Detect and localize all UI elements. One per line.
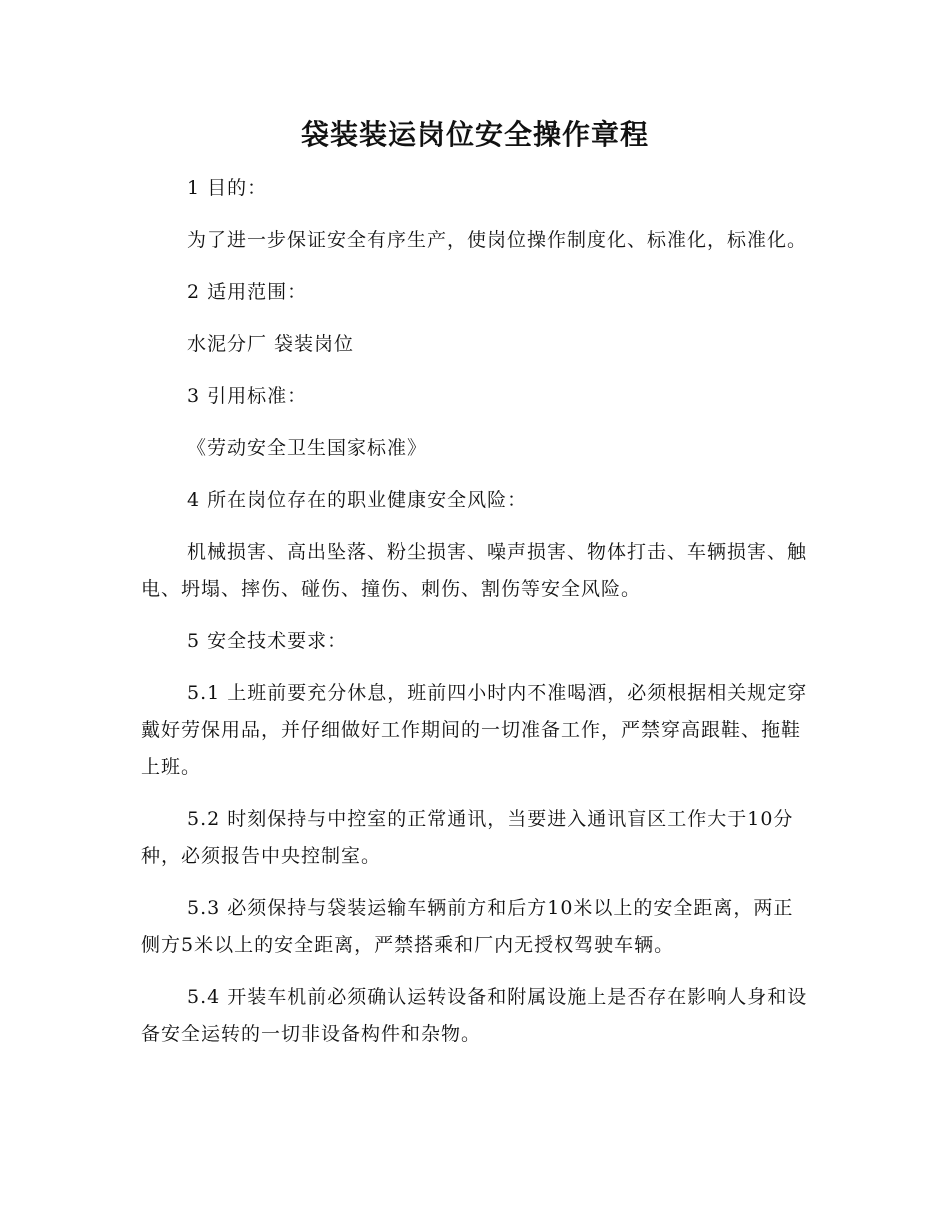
document-body bbox=[141, 170, 811, 1068]
section-3-heading: 3 引用标准： bbox=[187, 385, 308, 407]
section-2-text: 水泥分厂 袋装岗位 bbox=[187, 333, 355, 355]
section-1-heading: 1 目的： bbox=[187, 177, 268, 199]
section-2-heading: 2 适用范围： bbox=[187, 281, 308, 303]
section-5-4-text: 5.4 开装车机前必须确认运转设备和附属设施上是否存在影响人身和设备安全运转的一切非设备构件和杂物。 bbox=[141, 986, 808, 1045]
section-5-heading: 5 安全技术要求： bbox=[187, 630, 348, 652]
section-5-2-text: 5.2 时刻保持与中控室的正常通讯，当要进入通讯盲区工作大于10分种，必须报告中央控制室。 bbox=[141, 808, 794, 867]
section-1-text: 为了进一步保证安全有序生产，使岗位操作制度化、标准化，标准化。 bbox=[187, 229, 808, 251]
document-title: 袋装装运岗位安全操作章程 bbox=[300, 118, 649, 151]
section-5-1-text: 5.1 上班前要充分休息，班前四小时内不准喝酒，必须根据相关规定穿戴好劳保用品，并仔细做好工作期间的一切准备工作，严禁穿高跟鞋、拖鞋上班。 bbox=[141, 682, 808, 778]
section-4-heading: 4 所在岗位存在的职业健康安全风险： bbox=[187, 489, 528, 511]
section-4-text: 机械损害、高出坠落、粉尘损害、噪声损害、物体打击、车辆损害、触电、坍塌、摔伤、碰伤、撞伤、刺伤、割伤等安全风险。 bbox=[141, 541, 808, 600]
section-3-text: 《劳动安全卫生国家标准》 bbox=[187, 437, 428, 459]
section-5-3-text: 5.3 必须保持与袋装运输车辆前方和后方10米以上的安全距离，两正侧方5米以上的安全距离，严禁搭乘和厂内无授权驾驶车辆。 bbox=[141, 897, 794, 956]
